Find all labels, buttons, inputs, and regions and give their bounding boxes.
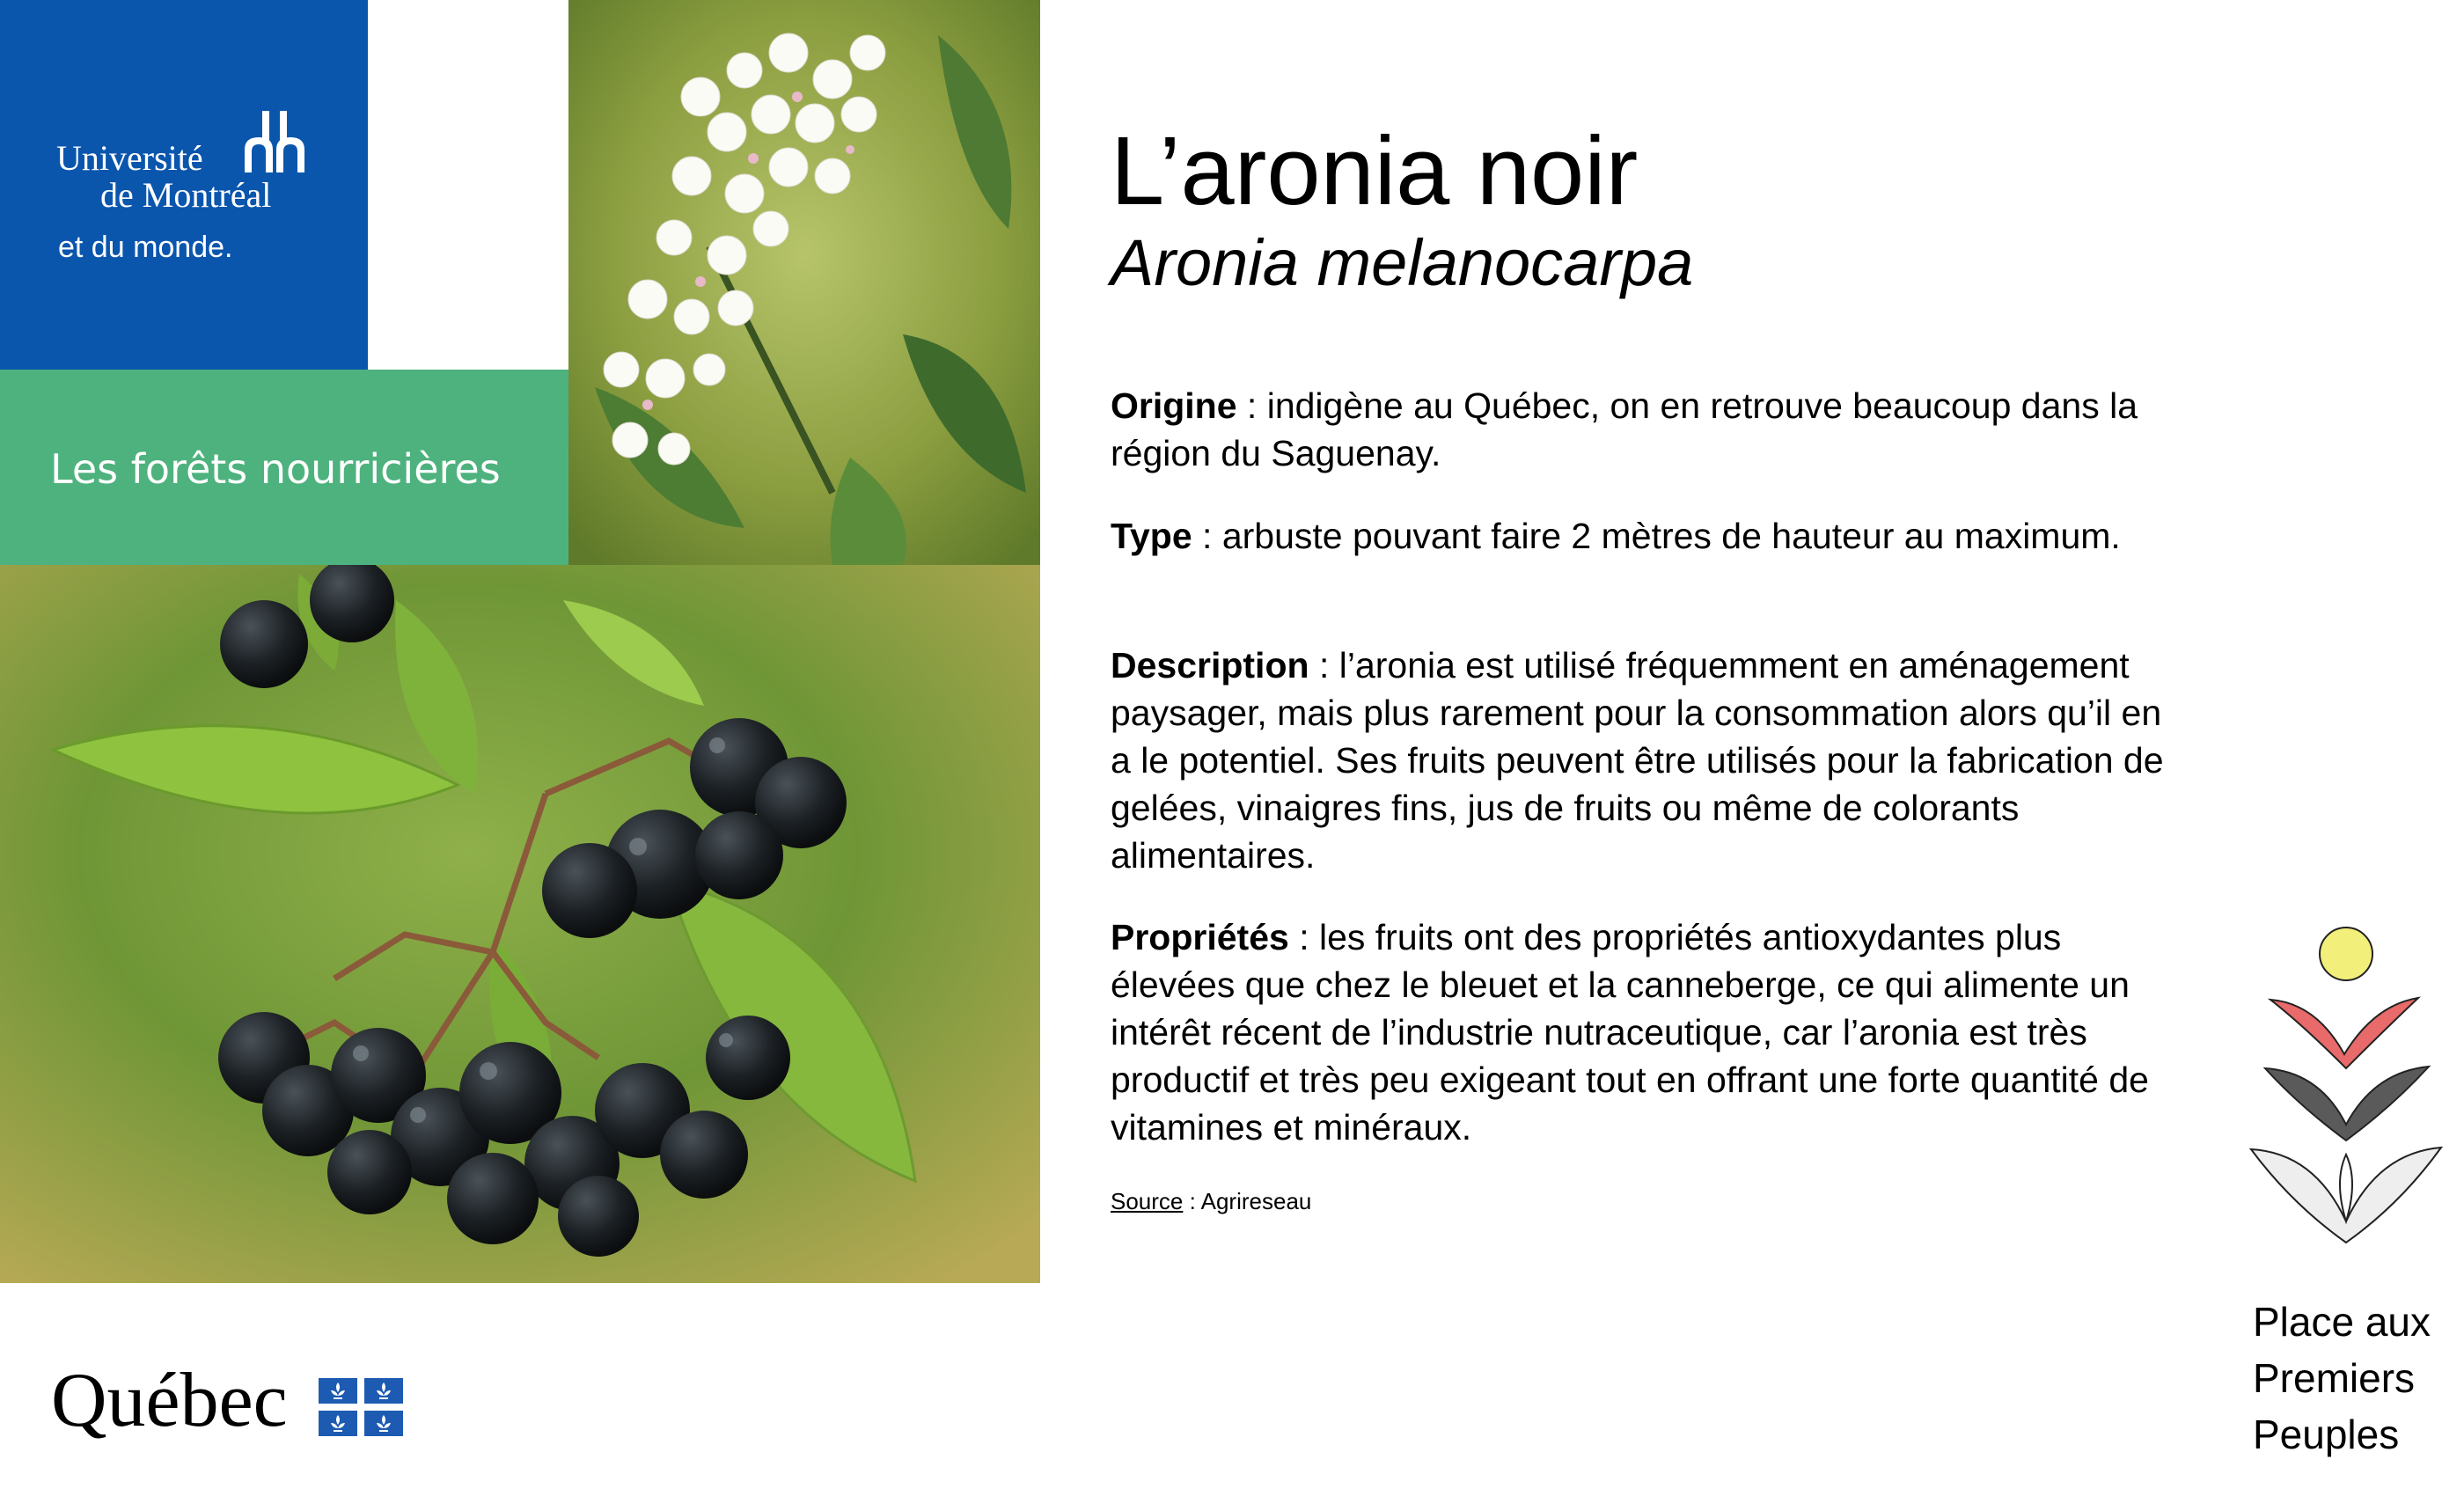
section-label: Description	[1111, 645, 1309, 686]
section-text: : les fruits ont des propriétés antioxydantes plus élevées que chez le bleuet et la canneberge, ce qui alimente un intérêt récent de l’industrie nutraceutique, car l’aronia est très productif et très peu exigeant tout en offrant une forte quantité de vitamines et minéraux.	[1111, 917, 2149, 1148]
banner	[0, 370, 568, 565]
page-title: L’aronia noir	[1111, 117, 1639, 225]
section-text: : indigène au Québec, on en retrouve beaucoup dans la région du Saguenay.	[1111, 385, 2138, 473]
banner-title: Les forêts nourricières	[50, 445, 501, 493]
section-text: : arbuste pouvant faire 2 mètres de hauteur au maximum.	[1192, 516, 2121, 556]
udem-tagline: et du monde.	[58, 231, 233, 264]
section-label: Propriétés	[1111, 917, 1289, 957]
pp-line2: Premiers	[2253, 1355, 2416, 1401]
section-label: Type	[1111, 516, 1192, 556]
premiers-peuples-label	[2253, 1294, 2431, 1463]
section-type	[1111, 512, 2167, 560]
berry-photo	[0, 565, 1040, 1283]
udem-name-line1: Université	[56, 138, 203, 178]
scientific-name: Aronia melanocarpa	[1111, 226, 1694, 299]
quebec-logo-text: Québec	[51, 1358, 288, 1443]
source-link[interactable]: Source	[1111, 1188, 1184, 1214]
udem-logo-block	[0, 0, 368, 370]
section-origine	[1111, 382, 2167, 477]
section-text: : l’aronia est utilisé fréquemment en aménagement paysager, mais plus rarement pour la consommation alors qu’il en a le potentiel. Ses fruits peuvent être utilisés pour la fabrication de gelées, vinaigres fins, jus de fruits ou même de colorants alimentaires.	[1111, 645, 2164, 876]
source-credit	[1111, 1188, 1311, 1215]
pp-line3: Peuples	[2253, 1412, 2400, 1457]
quebec-flag-icon	[319, 1378, 403, 1436]
section-label: Origine	[1111, 385, 1237, 426]
udem-mark-icon	[241, 111, 308, 172]
section-description	[1111, 642, 2167, 879]
section-proprietes	[1111, 913, 2167, 1151]
source-text: : Agrireseau	[1183, 1188, 1312, 1214]
premiers-peuples-logo-icon	[2246, 924, 2448, 1250]
flower-photo	[568, 0, 1040, 565]
udem-name-line2: de Montréal	[100, 175, 272, 215]
pp-line1: Place aux	[2253, 1299, 2431, 1345]
